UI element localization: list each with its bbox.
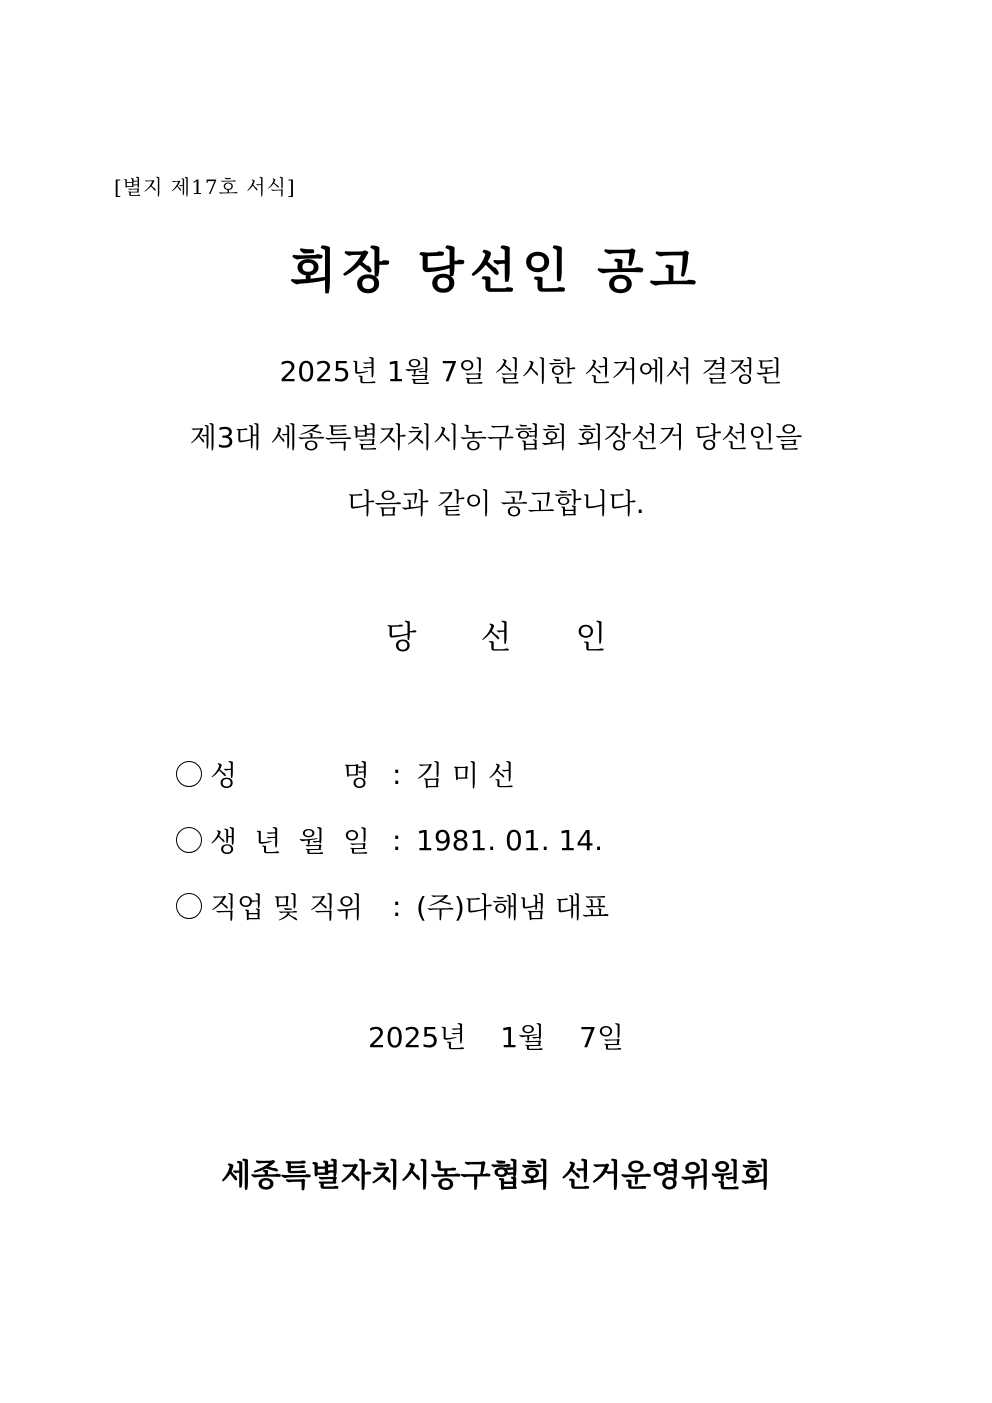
field-row-occupation: [176, 886, 609, 926]
field-value-name: 김 미 선: [416, 759, 515, 792]
field-label-occupation: 직업 및 직위: [210, 891, 364, 924]
field-label-birthdate: [210, 820, 370, 860]
label-char: 명: [342, 759, 370, 792]
section-heading: [0, 612, 992, 658]
section-heading-char: 선: [480, 618, 512, 656]
field-colon: :: [392, 757, 402, 791]
field-label-name: [210, 754, 370, 794]
field-row-birthdate: [176, 820, 603, 860]
page-title: 회장 당선인 공고: [290, 243, 702, 299]
label-char: 년: [254, 825, 282, 858]
field-colon: :: [392, 889, 402, 923]
field-colon: :: [392, 823, 402, 857]
form-number-label: [별지 제17호 서식]: [114, 175, 296, 199]
issuing-organization: 세종특별자치시농구협회 선거운영위원회: [221, 1158, 771, 1194]
label-char: 일: [342, 825, 370, 858]
date-month: 1월: [500, 1021, 546, 1054]
label-char: 성: [210, 759, 238, 792]
announcement-date: [0, 1016, 992, 1056]
label-char: 생: [210, 825, 238, 858]
field-row-name: [176, 754, 515, 794]
section-heading-char: 인: [575, 618, 607, 656]
intro-line-1: 2025년 1월 7일 실시한 선거에서 결정된: [279, 355, 783, 388]
field-value-occupation: (주)다해냄 대표: [416, 891, 610, 924]
date-year: 2025년: [367, 1021, 467, 1054]
field-value-birthdate: 1981. 01. 14.: [416, 823, 604, 857]
circle-bullet-icon: [176, 827, 202, 853]
circle-bullet-icon: [176, 893, 202, 919]
section-heading-char: 당: [385, 618, 417, 656]
circle-bullet-icon: [176, 761, 202, 787]
label-char: 월: [298, 825, 326, 858]
intro-line-3: 다음과 같이 공고합니다.: [347, 487, 645, 520]
date-day: 7일: [579, 1021, 625, 1054]
intro-line-2: 제3대 세종특별자치시농구협회 회장선거 당선인을: [189, 421, 803, 454]
